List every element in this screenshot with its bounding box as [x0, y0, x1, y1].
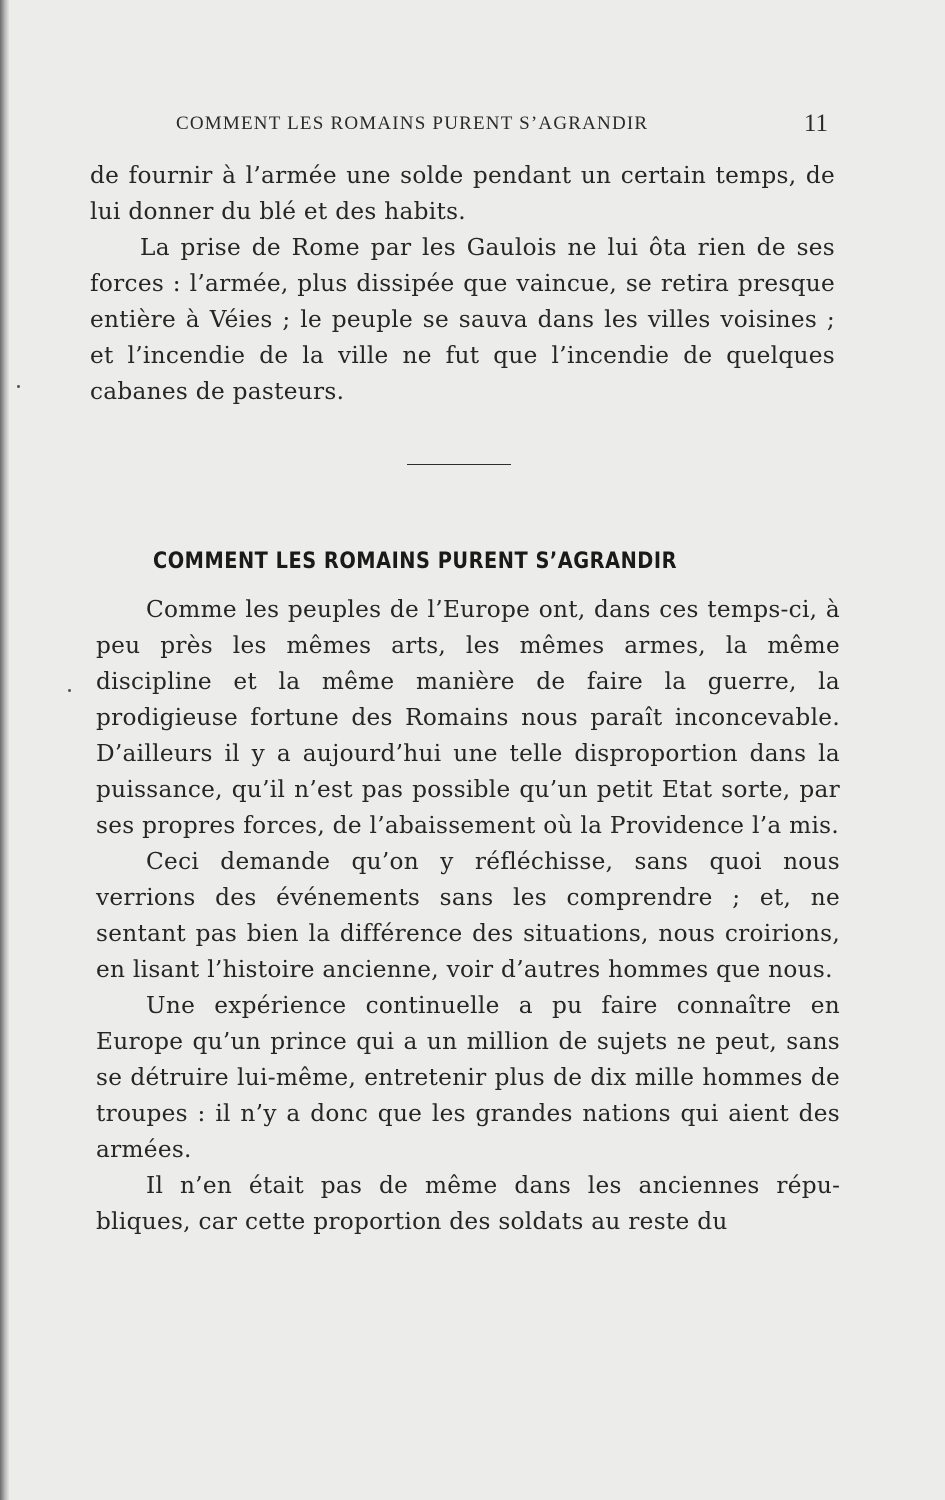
section-heading: COMMENT LES ROMAINS PURENT S’AGRANDIR	[153, 548, 677, 574]
paragraph: de fournir à l’armée une solde pendant un certain temps, de lui donner du blé et des habits.	[90, 162, 835, 225]
continued-text	[90, 158, 835, 410]
paragraph: Une expérience continuelle a pu faire connaître en Europe qu’un prince qui a un million de sujets ne peut, sans se détruire lui-même, entretenir plus de dix mille hommes de troupes : il n’y a donc que les grandes nations qui aient des armées.	[96, 992, 840, 1163]
section-separator-rule	[407, 464, 511, 465]
running-title: COMMENT LES ROMAINS PURENT S’AGRANDIR	[176, 113, 649, 134]
paragraph: Il n’en était pas de même dans les anciennes républiques, car cette proportion des soldats au reste du	[96, 1172, 840, 1235]
page-binding-edge	[0, 0, 9, 1500]
page-number: 11	[803, 110, 828, 137]
paragraph: Ceci demande qu’on y réfléchisse, sans quoi nous verrions des événements sans les comprendre ; et, ne sentant pas bien la différence des situations, nous croirions, en lisant l’histoire ancienne, voir d’autres hommes que nous.	[96, 848, 840, 983]
running-head	[176, 110, 828, 137]
print-speck	[68, 689, 71, 692]
paragraph: Comme les peuples de l’Europe ont, dans ces temps-ci, à peu près les mêmes arts, les mêmes armes, la même discipline et la même manière de faire la guerre, la prodigieuse fortune des Romains nous paraît inconcevable. D’ailleurs il y a aujourd’hui une telle disproportion dans la puissance, qu’il n’est pas possible qu’un petit Etat sorte, par ses propres forces, de l’abaissement où la Providence l’a mis.	[96, 596, 840, 839]
paragraph: La prise de Rome par les Gaulois ne lui ôta rien de ses forces : l’armée, plus dissipée que vaincue, se retira presque entière à Véies ; le peuple se sauva dans les villes voisines ; et l’incendie de la ville ne fut que l’incendie de quelques cabanes de pasteurs.	[90, 234, 835, 405]
print-speck	[17, 385, 20, 388]
section-body	[96, 592, 840, 1240]
